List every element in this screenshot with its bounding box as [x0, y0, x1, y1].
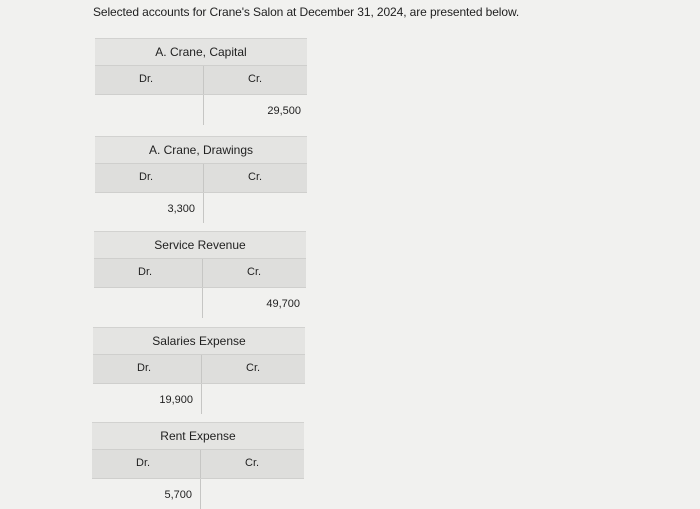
debit-amount: 3,300 — [167, 203, 195, 215]
credit-label: Cr. — [245, 457, 260, 469]
t-account-vertical-line — [203, 193, 204, 223]
account-body — [92, 479, 304, 509]
account-body — [94, 288, 306, 318]
column-divider — [200, 450, 201, 478]
account-body — [95, 95, 307, 125]
debit-label: Dr. — [137, 362, 152, 374]
account-header — [93, 354, 305, 384]
t-account-capital — [95, 38, 307, 125]
t-account-vertical-line — [200, 479, 201, 509]
account-body — [95, 193, 307, 223]
account-header — [95, 163, 307, 193]
debit-label: Dr. — [139, 171, 154, 183]
debit-label: Dr. — [136, 457, 151, 469]
credit-label: Cr. — [247, 266, 262, 278]
debit-amount: 19,900 — [159, 394, 193, 406]
credit-label: Cr. — [248, 171, 263, 183]
t-account-vertical-line — [203, 95, 204, 125]
account-title: Salaries Expense — [93, 327, 305, 354]
account-header — [94, 258, 306, 288]
column-divider — [203, 66, 204, 94]
t-account-drawings — [95, 136, 307, 223]
account-title: A. Crane, Drawings — [95, 136, 307, 163]
intro-text: Selected accounts for Crane's Salon at December 31, 2024, are presented below. — [93, 5, 520, 19]
debit-amount: 5,700 — [164, 489, 192, 501]
account-body — [93, 384, 305, 414]
column-divider — [203, 164, 204, 192]
t-account-salaries-expense — [93, 327, 305, 414]
credit-label: Cr. — [248, 73, 263, 85]
t-account-vertical-line — [202, 288, 203, 318]
credit-amount: 29,500 — [267, 105, 301, 117]
column-divider — [201, 355, 202, 383]
account-title: Service Revenue — [94, 231, 306, 258]
t-account-vertical-line — [201, 384, 202, 414]
debit-label: Dr. — [139, 73, 154, 85]
account-header — [92, 449, 304, 479]
account-title: Rent Expense — [92, 422, 304, 449]
debit-label: Dr. — [138, 266, 153, 278]
credit-label: Cr. — [246, 362, 261, 374]
t-account-service-revenue — [94, 231, 306, 318]
account-header — [95, 65, 307, 95]
credit-amount: 49,700 — [266, 298, 300, 310]
column-divider — [202, 259, 203, 287]
t-account-rent-expense — [92, 422, 304, 509]
account-title: A. Crane, Capital — [95, 38, 307, 65]
